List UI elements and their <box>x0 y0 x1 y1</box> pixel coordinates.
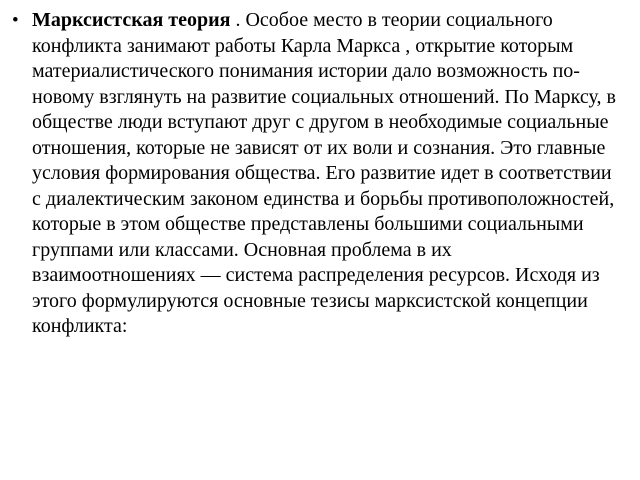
bullet-icon: • <box>12 10 19 31</box>
paragraph-body: . Особое место в теории социального конфликта занимают работы Карла Маркса , открытие которым материалистического понимания истории дало возможность по-новому взглянуть на развитие социальных отношений. По Марксу, в обществе люди вступают друг с другом в необходимые социальные отношения, которые не зависят от их воли и сознания. Это главные условия формирования общества. Его развитие идет в соответствии с диалектическим законом единства и борьбы противоположностей, которые в этом обществе представлены большими социальными группами или классами. Основная проблема в их взаимоотношениях — система распределения ресурсов. Исходя из этого формулируются основные тезисы марксистской концепции конфликта: <box>32 9 616 337</box>
bullet-paragraph <box>32 8 616 340</box>
bullet-item <box>12 8 616 340</box>
bold-term: Марксистская теория <box>32 9 231 31</box>
